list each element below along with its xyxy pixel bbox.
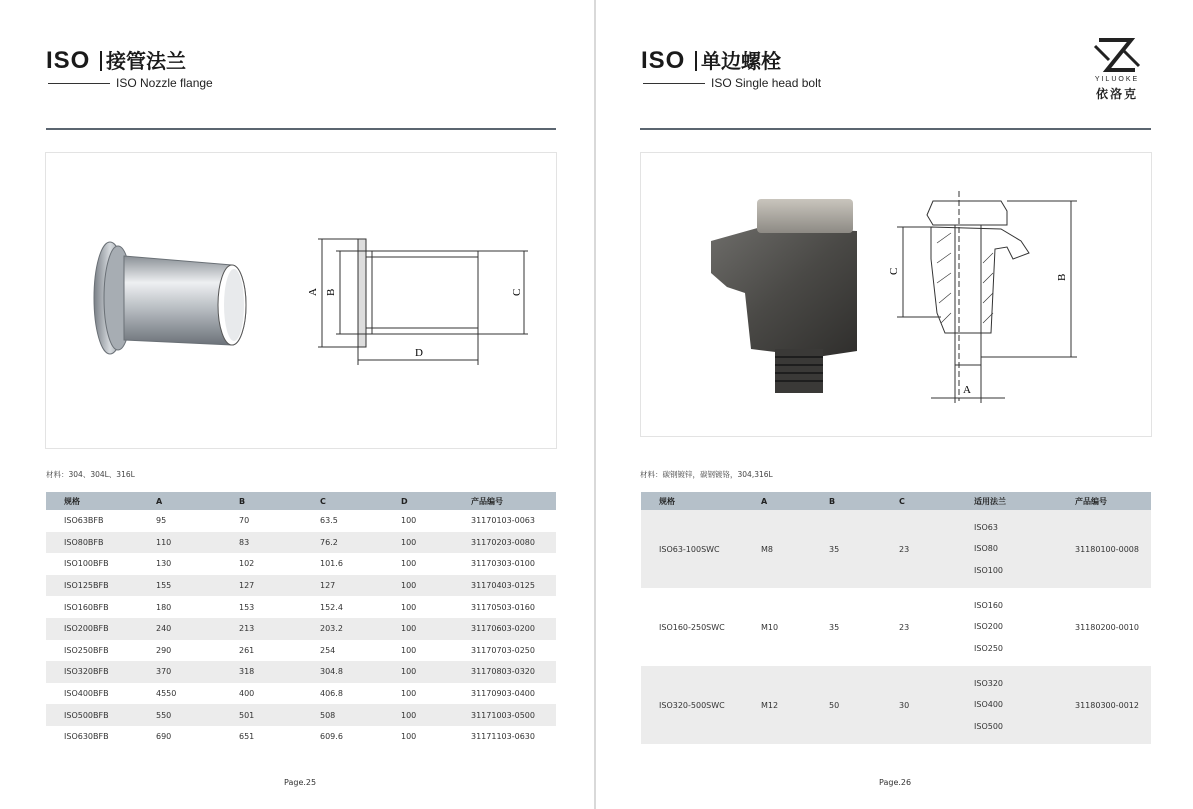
table-cell: 23 [899,622,910,632]
col-header: A [759,492,829,510]
flange-standard: ISO200 [974,622,1004,632]
flange-standard: ISO63 [974,522,998,532]
table-cell: 180 [156,602,172,612]
table-row [46,596,556,618]
table-cell: 31170703-0250 [471,645,535,655]
table-cell: ISO63-100SWC [641,510,759,588]
dim-label-c: C [511,288,523,296]
table-cell: 31170903-0400 [471,689,535,699]
table-cell: 100 [401,732,417,742]
dim-label-d: D [415,347,423,359]
table-cell: 290 [156,645,172,655]
table-cell: 100 [401,704,463,726]
table-row [46,661,556,683]
table-header-row [46,492,556,510]
col-header: 规格 [641,492,759,510]
col-header: 产品编号 [1059,492,1151,510]
flange-standard: ISO250 [974,643,1004,653]
table-cell: 31170203-0080 [463,532,556,554]
table-cell: ISO500BFB [46,704,156,726]
right-header [641,47,941,90]
table-cell: 31170803-0320 [463,661,556,683]
table-cell: 203.2 [320,618,401,640]
col-header: B [829,492,899,510]
left-page [0,0,594,809]
table-cell: ISO200BFB [46,618,156,640]
page-number: Page.25 [284,778,317,787]
table-cell: 50 [829,666,899,744]
table-cell: 152.4 [320,602,343,612]
table-row [46,726,556,748]
table-cell: ISO100BFB [64,559,109,569]
header-rule [640,128,1151,130]
page-number: Page.26 [879,778,912,787]
table-cell: 501 [239,704,320,726]
table-cell: ISO400BFB [64,689,109,699]
col-header: D [401,492,463,510]
col-header: 产品编号 [463,492,556,510]
table-row [641,588,1151,666]
subtitle-line [643,83,705,84]
table-cell: 100 [401,516,417,526]
table-cell: 100 [401,645,417,655]
table-row [46,683,556,705]
title-en: ISO Single head bolt [711,76,822,90]
table-header-row [641,492,1151,510]
table-cell: 76.2 [320,532,401,554]
table-cell: 4550 [156,689,177,699]
table-cell: 31170603-0200 [463,618,556,640]
flange-standard: ISO400 [974,700,1004,710]
table-cell: 31170503-0160 [471,602,535,612]
table-cell: M12 [759,666,829,744]
title-zh: 单边螺栓 [701,49,781,73]
table-cell: ISO630BFB [64,732,109,742]
table-cell [974,666,1059,744]
table-row [46,618,556,640]
table-row [46,704,556,726]
dim-label-a: A [963,384,971,396]
table-cell: 254 [320,645,336,655]
table-cell: 400 [239,689,255,699]
iso-mark: ISO [46,47,91,74]
table-cell: 690 [156,732,172,742]
table-cell: 23 [899,510,974,588]
product-image-panel [640,152,1152,437]
dim-label-b: B [1056,273,1068,281]
table-cell: 550 [156,704,239,726]
table-cell: 100 [401,689,417,699]
col-header: C [320,492,401,510]
table-cell: 35 [829,510,899,588]
table-cell [974,510,1059,588]
table-cell: 370 [156,661,239,683]
col-header: C [899,492,974,510]
table-cell: 95 [156,516,167,526]
col-header: A [156,492,239,510]
product-image-panel [45,152,557,449]
table-cell: 31170103-0063 [471,516,535,526]
table-cell: 110 [156,532,239,554]
table-cell: ISO250BFB [64,645,109,655]
title-zh: 接管法兰 [106,49,186,73]
table-cell: 508 [320,704,401,726]
col-header: 适用法兰 [974,492,1059,510]
table-cell: 100 [401,661,463,683]
table-cell: 100 [401,532,463,554]
table-cell: 406.8 [320,689,343,699]
table-row [46,532,556,554]
table-cell: ISO320BFB [46,661,156,683]
table-cell: 63.5 [320,516,338,526]
subtitle-line [48,83,110,84]
dim-label-a: A [307,288,319,296]
table-cell: 83 [239,532,320,554]
title-separator [100,51,102,71]
logo-mark-icon [1087,36,1147,76]
nozzle-flange-table [46,492,556,748]
iso-mark: ISO [641,47,686,74]
single-head-bolt-table [641,492,1151,744]
table-cell: 100 [401,559,417,569]
table-cell: 155 [156,575,239,597]
dim-label-b: B [325,288,337,296]
title-en: ISO Nozzle flange [116,76,213,90]
table-cell: 31180100-0008 [1059,510,1151,588]
table-cell: 609.6 [320,732,343,742]
table-cell: 31180300-0012 [1059,666,1151,744]
table-cell: 31171103-0630 [471,732,535,742]
table-cell: 31180200-0010 [1075,622,1139,632]
table-cell: 70 [239,516,250,526]
title-separator [695,51,697,71]
material-note: 材料：碳钢镀锌，碳钢镀铬，304,316L [640,470,773,479]
brand-logo [1087,36,1147,102]
table-cell: 101.6 [320,559,343,569]
table-cell: ISO160BFB [64,602,109,612]
single-head-bolt-figure [641,153,1151,436]
table-cell: 240 [156,618,239,640]
table-cell: 30 [899,666,974,744]
table-row [46,553,556,575]
table-cell: 213 [239,618,320,640]
col-header: B [239,492,320,510]
flange-standard: ISO100 [974,565,1004,575]
col-header: 规格 [46,492,156,510]
table-cell: 100 [401,575,463,597]
table-cell: 100 [401,618,463,640]
table-cell: M8 [759,510,829,588]
material-note: 材料：304、304L、316L [46,470,135,479]
table-cell: 130 [156,559,172,569]
table-row [46,575,556,597]
logo-text-zh: 依洛克 [1095,87,1138,101]
bolt-photo [711,199,857,393]
table-cell [974,588,1059,666]
table-row [46,640,556,662]
flange-standard: ISO320 [974,678,1004,688]
table-cell: 304.8 [320,661,401,683]
header-rule [46,128,556,130]
nozzle-flange-drawing [318,239,528,365]
table-cell: ISO320-500SWC [641,666,759,744]
table-cell: 127 [320,575,401,597]
logo-text-en: YILUOKE [1094,76,1140,83]
table-cell: 35 [829,622,840,632]
flange-standard: ISO500 [974,721,1004,731]
bolt-drawing [897,191,1077,403]
table-row [641,666,1151,744]
table-cell: ISO160-250SWC [659,622,725,632]
nozzle-flange-figure [46,153,556,448]
table-cell: M10 [761,622,779,632]
table-cell: 31170303-0100 [471,559,535,569]
table-cell: ISO80BFB [46,532,156,554]
dim-label-c: C [888,267,900,275]
table-cell: 153 [239,602,255,612]
table-cell: 100 [401,602,417,612]
table-row [641,510,1151,588]
table-cell: ISO63BFB [64,516,104,526]
flange-standard: ISO80 [974,544,998,554]
table-cell: 651 [239,732,255,742]
nozzle-flange-photo [94,242,246,354]
right-page [596,0,1193,809]
table-cell: 102 [239,559,255,569]
table-row [46,510,556,532]
table-cell: 318 [239,661,320,683]
left-header [46,47,346,90]
table-cell: ISO125BFB [46,575,156,597]
table-cell: 31171003-0500 [463,704,556,726]
table-cell: 31170403-0125 [463,575,556,597]
table-cell: 261 [239,645,255,655]
table-cell: 127 [239,575,320,597]
flange-standard: ISO160 [974,600,1004,610]
